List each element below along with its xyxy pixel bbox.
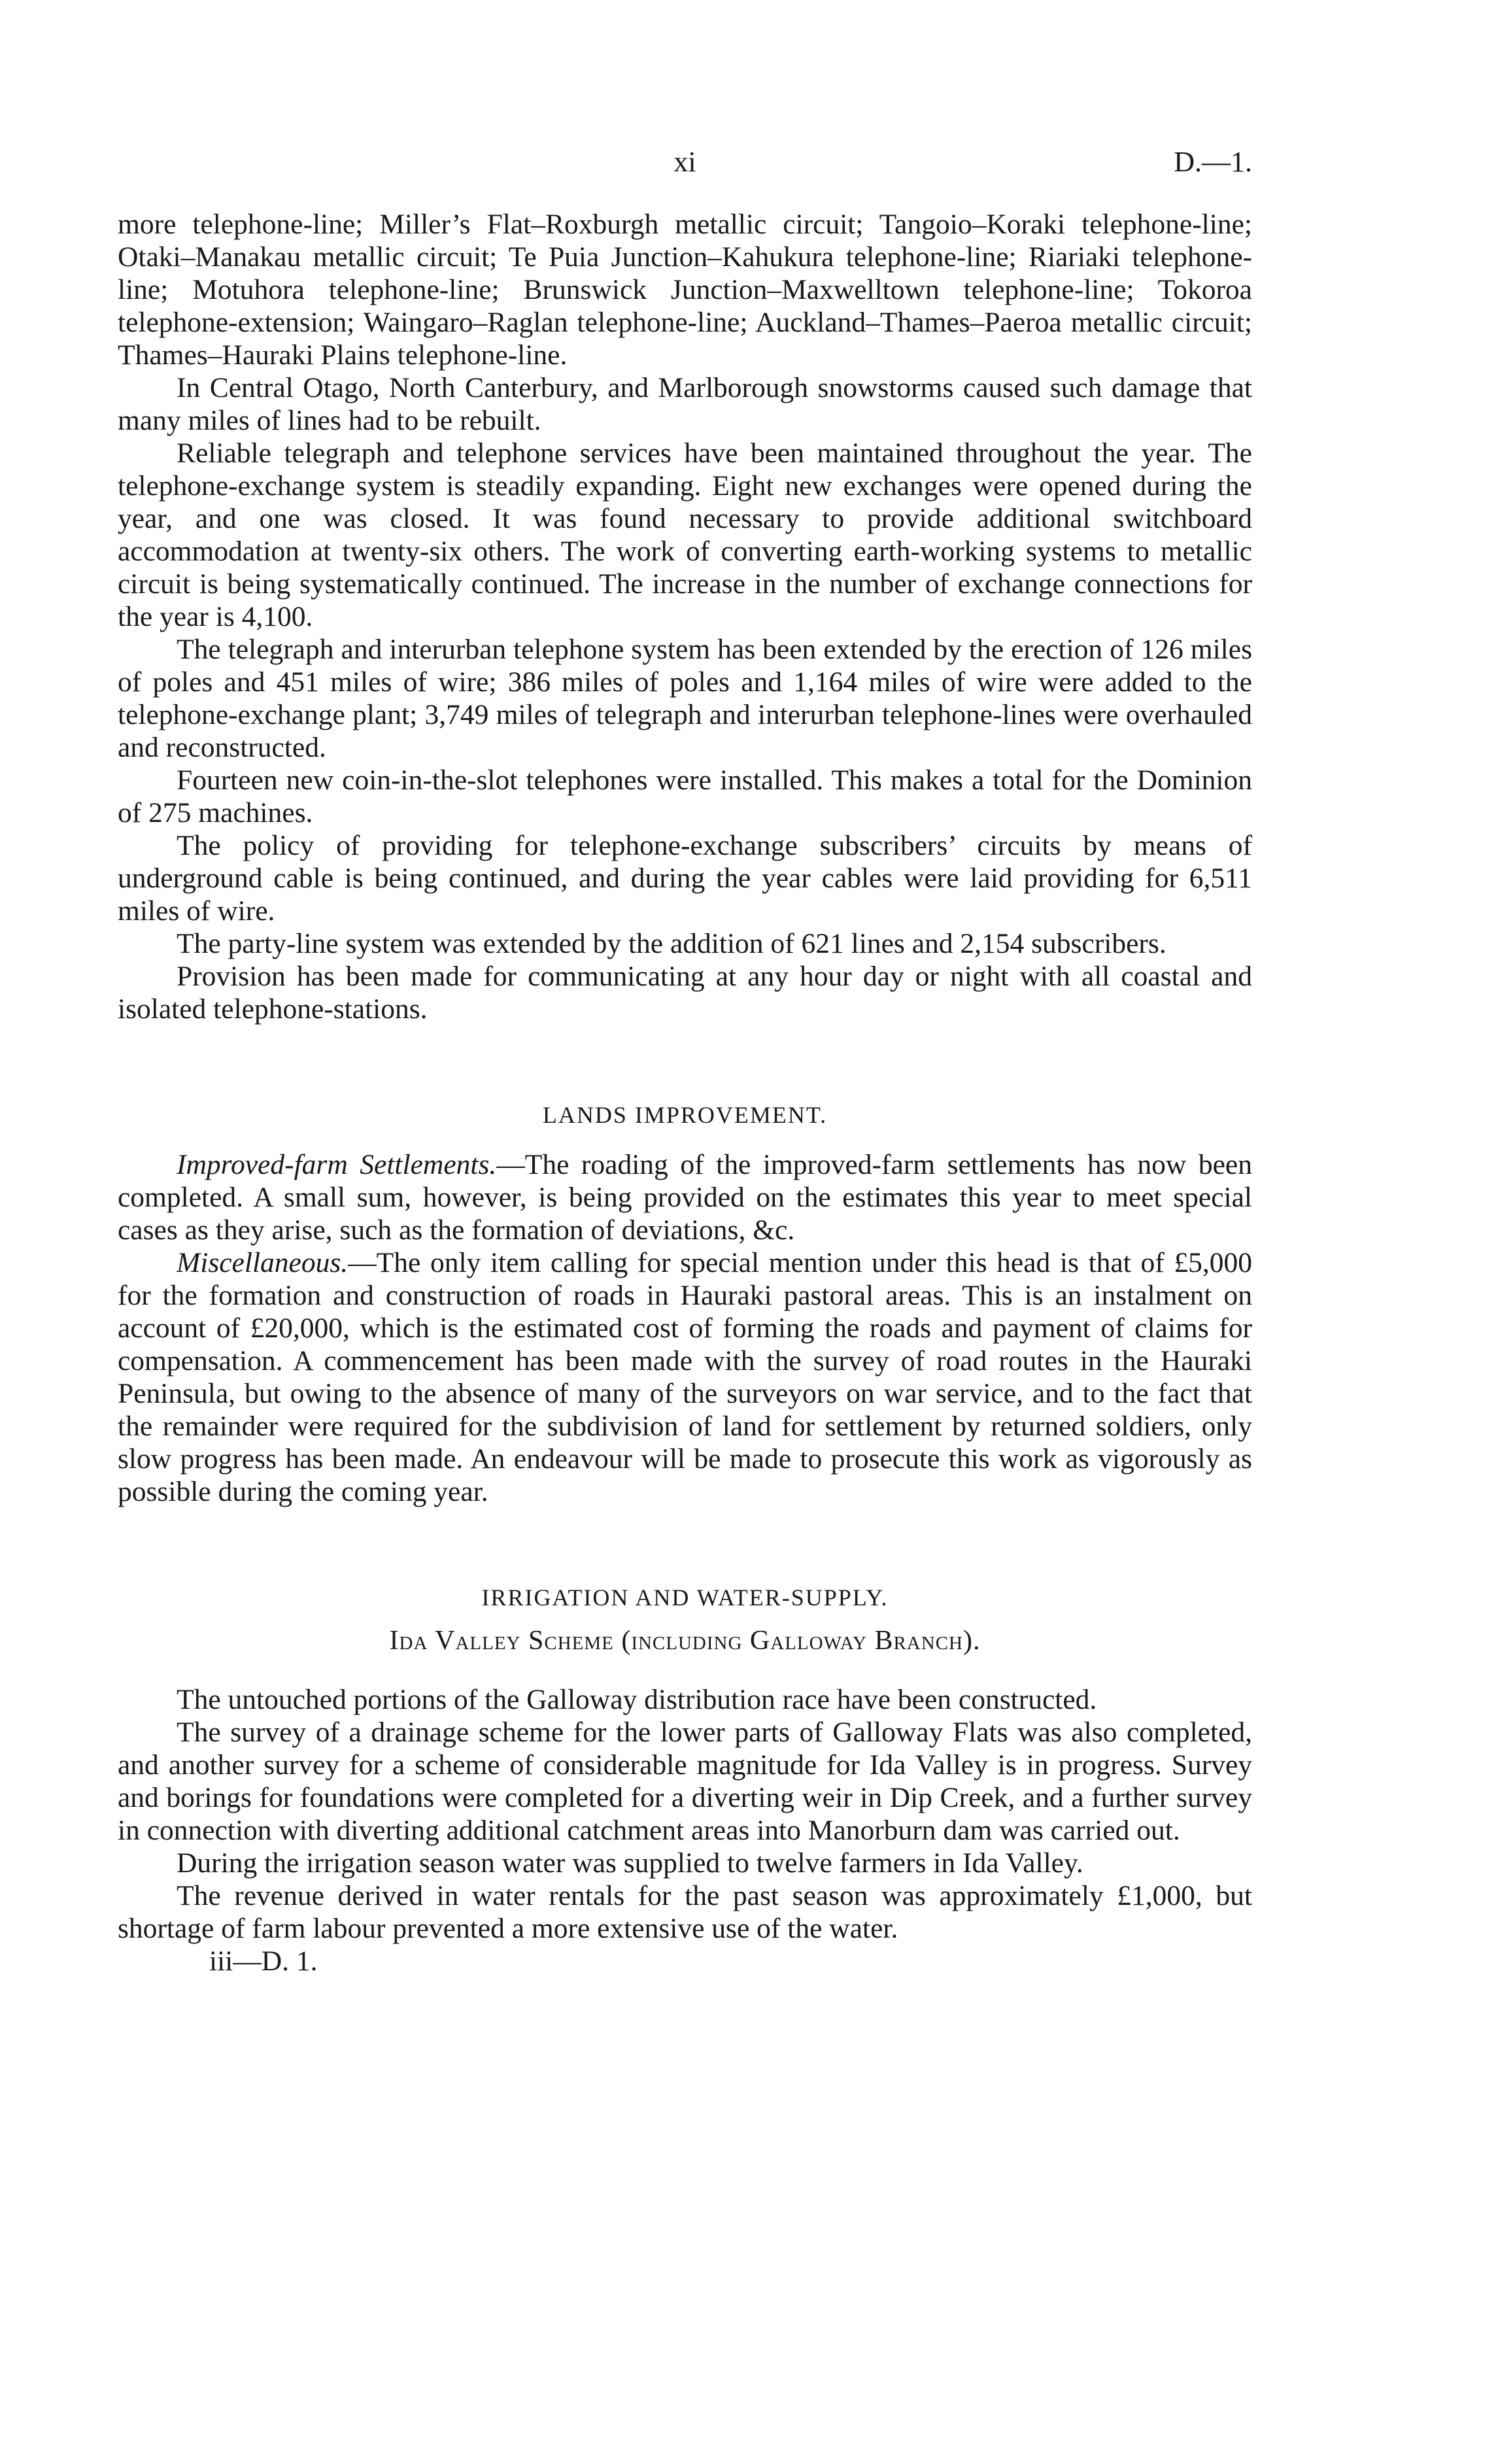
subheading-ida-valley: Ida Valley Scheme (including Galloway Branch).	[389, 1626, 981, 1656]
section-heading-irrigation: IRRIGATION AND WATER-SUPPLY.	[481, 1584, 889, 1611]
paragraph-miscellaneous	[118, 1246, 1252, 1508]
paragraph-irrigation-season: During the irrigation season water was supplied to twelve farmers in Ida Valley.	[177, 1847, 1083, 1879]
miscellaneous-text: —The only item calling for special mention under this head is that of £5,000 for the formation and construction of roads in Hauraki pastoral areas. This is an instalment on account of £20,000, which is the estimated cost of forming the roads and payment of claims for compensation. A commencement has been made with the survey of road routes in the Hauraki Peninsula, but owing to the absence of many of the surveyors on war service, and to the fact that the remainder were required for the subdivision of land for settlement by returned soldiers, only slow progress has been made. An endeavour will be made to prosecute this work as vigorously as possible during the coming year.	[118, 1247, 1252, 1507]
page-number: xi	[673, 146, 696, 178]
paragraph-improved-farm	[118, 1148, 1252, 1246]
paragraph-galloway-race: The untouched portions of the Galloway distribution race have been constructed.	[177, 1684, 1097, 1715]
improved-farm-text: —The roading of the improved-farm settlements has now been completed. A small sum, however, is being provided on the estimates this year to meet special cases as they arise, such as the formation of deviations, &c.	[118, 1149, 1252, 1246]
run-in-improved-farm: Improved-farm Settlements.	[177, 1149, 497, 1180]
paragraph-coastal-stations: Provision has been made for communicating at any hour day or night with all coastal and isolated telephone-stations.	[118, 961, 1252, 1025]
body-text	[118, 208, 1252, 1977]
paragraph-drainage-survey: The survey of a drainage scheme for the lower parts of Galloway Flats was also completed, and another survey for a scheme of considerable magnitude for Ida Valley is in progress. Survey and borings for foundations were completed for a diverting weir in Dip Creek, and a further survey in connection with diverting additional catchment areas into Manorburn dam was carried out.	[118, 1717, 1252, 1846]
run-in-miscellaneous: Miscellaneous.	[177, 1247, 349, 1278]
section-heading-lands: LANDS IMPROVEMENT.	[542, 1102, 828, 1128]
paragraph-telephone-lines: more telephone-line; Miller’s Flat–Roxburgh metallic circuit; Tangoio–Koraki telephone-line; Otaki–Manakau metallic circuit; Te Puia Junction–Kahukura telephone-line; Riariaki telephone-line; Motuhora telephone-line; Brunswick Junction–Maxwelltown telephone-line; Tokoroa telephone-extension; Waingaro–Raglan telephone-line; Auckland–Thames–Paeroa metallic circuit; Thames–Hauraki Plains telephone-line.	[118, 209, 1252, 371]
paragraph-party-line: The party-line system was extended by the addition of 621 lines and 2,154 subscribers.	[177, 928, 1166, 959]
paragraph-snowstorms: In Central Otago, North Canterbury, and Marlborough snowstorms caused such damage that many miles of lines had to be rebuilt.	[118, 372, 1252, 436]
paragraph-underground-cable: The policy of providing for telephone-exchange subscribers’ circuits by means of underground cable is being continued, and during the year cables were laid providing for 6,511 miles of wire.	[118, 830, 1252, 927]
paragraph-water-revenue: The revenue derived in water rentals for the past season was approximately £1,000, but shortage of farm labour prevented a more extensive use of the water.	[118, 1880, 1252, 1944]
page-header	[118, 145, 1252, 191]
document-reference: D.—1.	[1174, 146, 1252, 178]
paragraph-exchange-system: Reliable telegraph and telephone services have been maintained throughout the year. The telephone-exchange system is steadily expanding. Eight new exchanges were opened during the year, and one was closed. It was found necessary to provide additional switchboard accommodation at twenty-six others. The work of converting earth-working systems to metallic circuit is being systematically continued. The increase in the number of exchange connections for the year is 4,100.	[118, 437, 1252, 632]
paragraph-interurban: The telegraph and interurban telephone system has been extended by the erection of 126 miles of poles and 451 miles of wire; 386 miles of poles and 1,164 miles of wire were added to the telephone-exchange plant; 3,749 miles of telegraph and interurban telephone-lines were overhauled and reconstructed.	[118, 634, 1252, 763]
paragraph-coin-telephones: Fourteen new coin-in-the-slot telephones were installed. This makes a total for the Dominion of 275 machines.	[118, 764, 1252, 829]
signature-mark: iii—D. 1.	[209, 1945, 318, 1977]
